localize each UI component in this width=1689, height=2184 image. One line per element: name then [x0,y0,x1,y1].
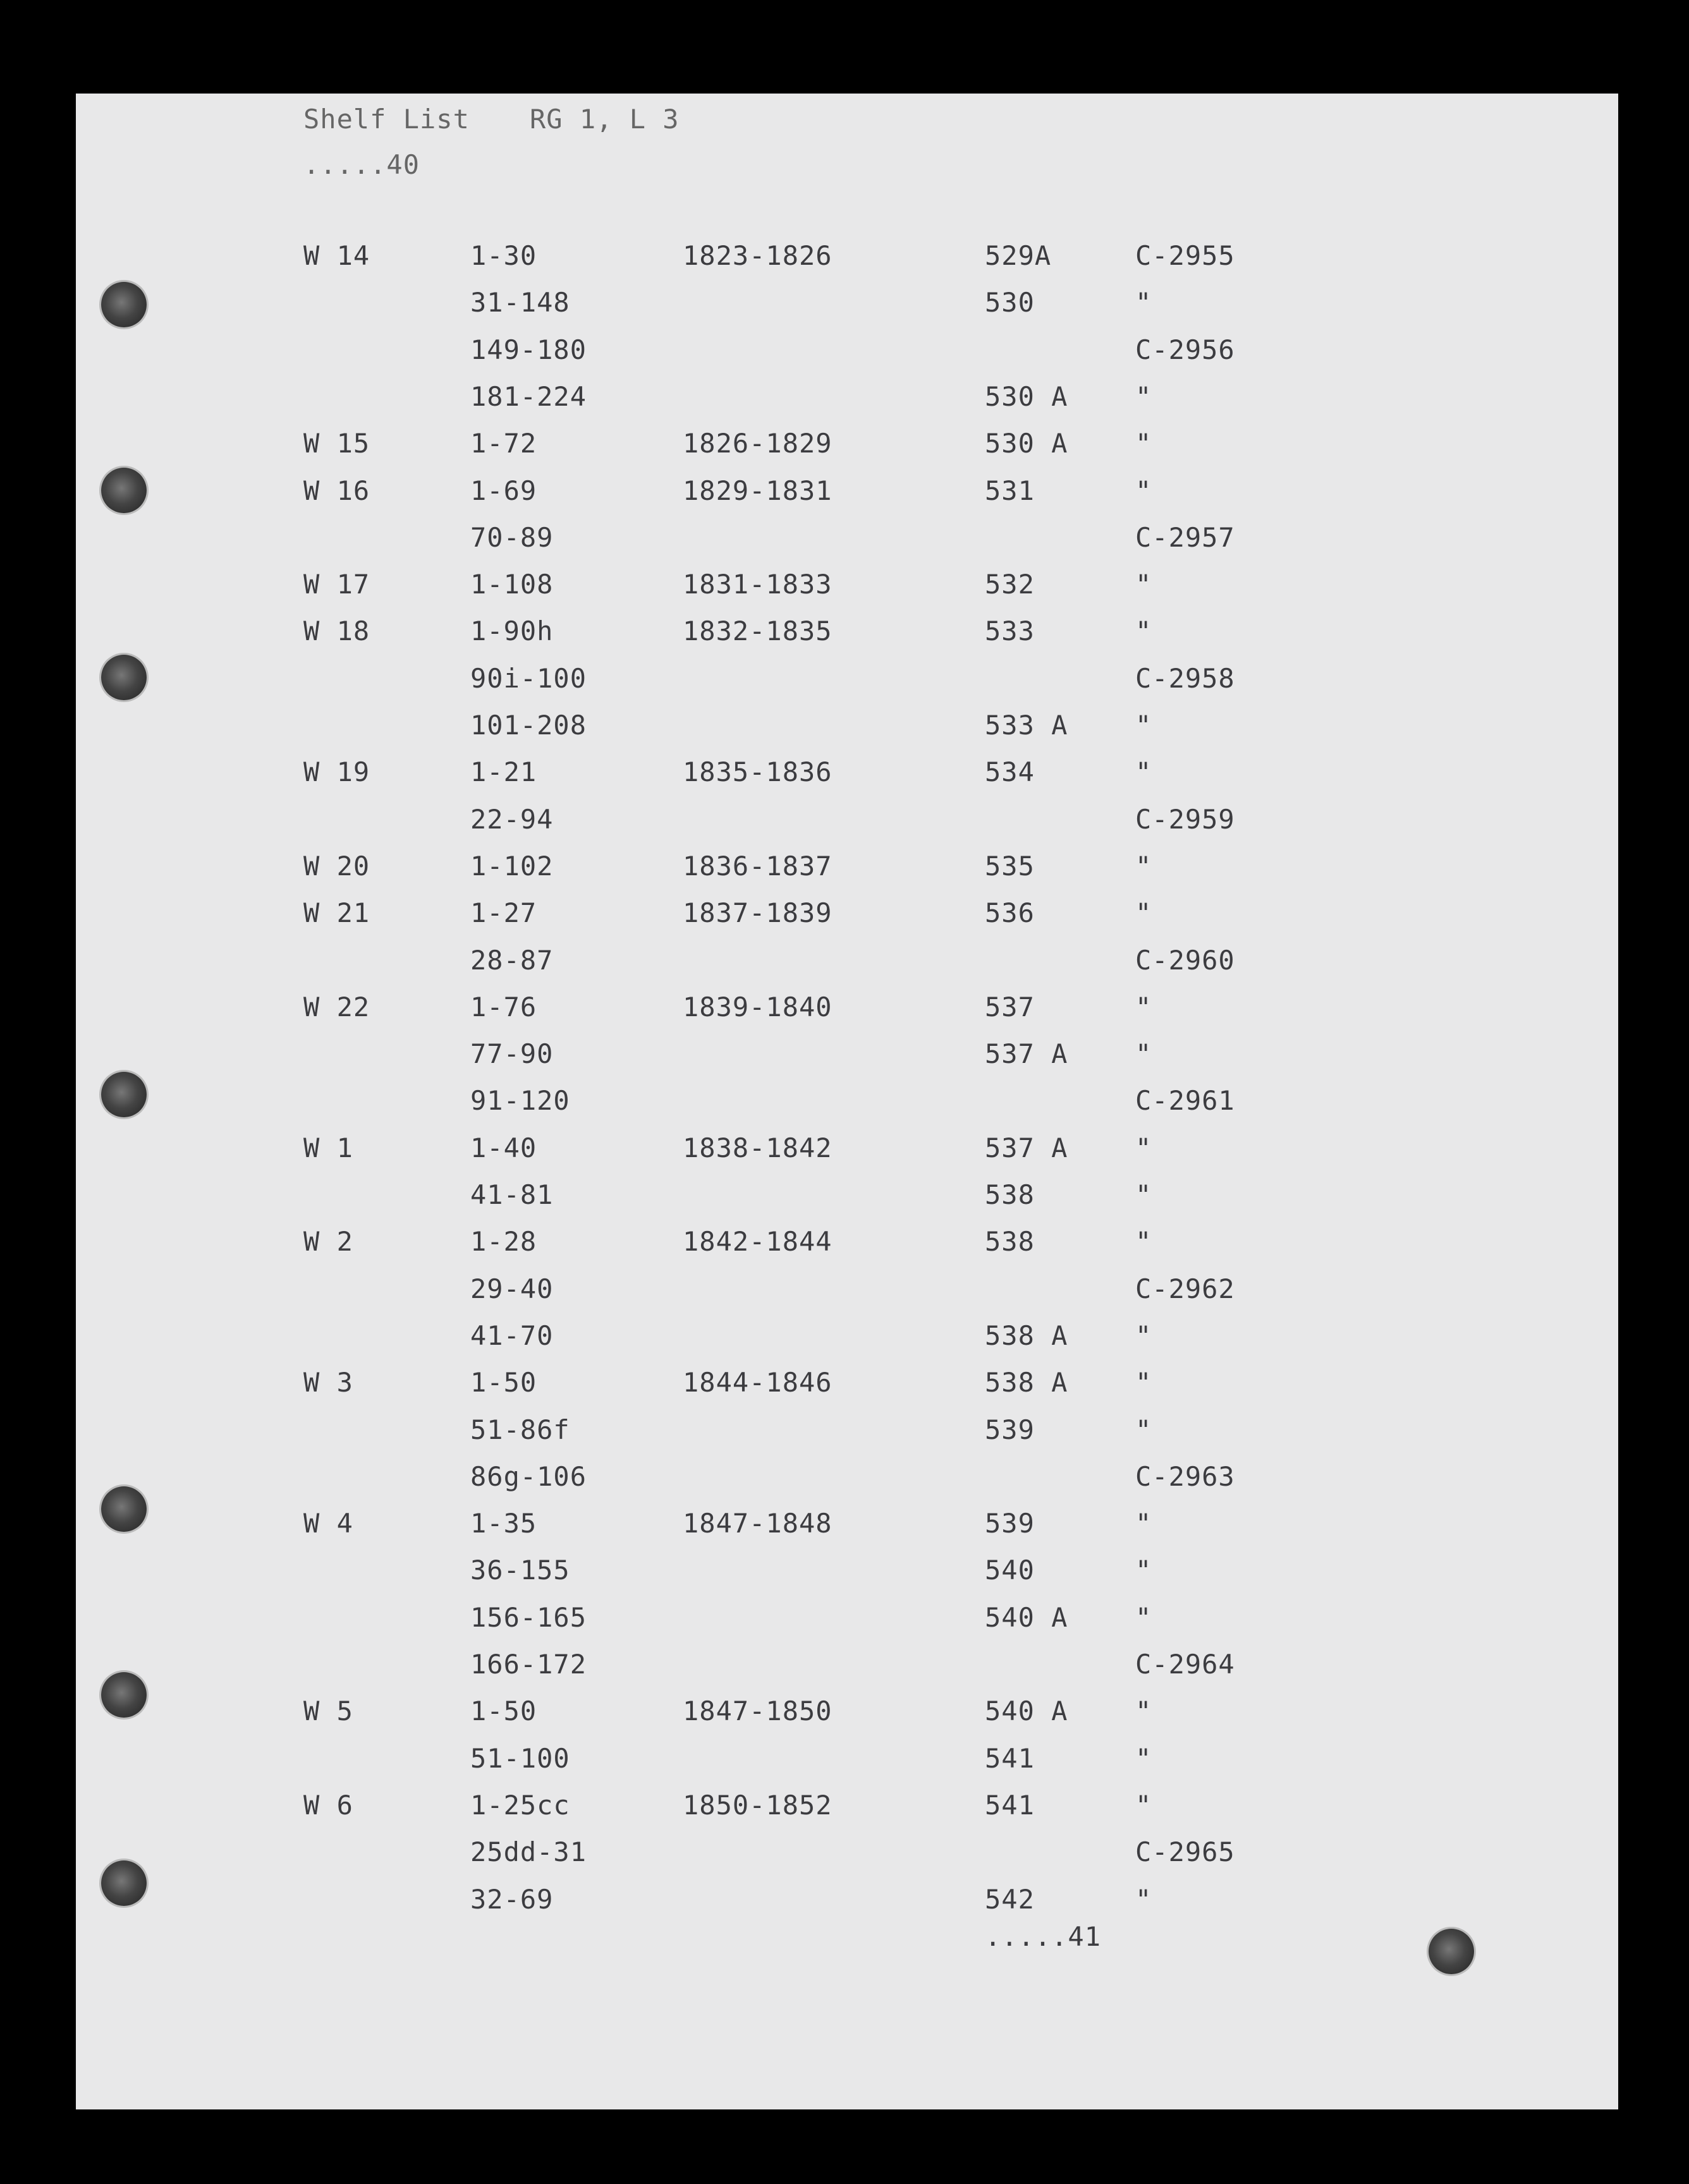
microfilm-reel: " [1135,1508,1152,1539]
microfilm-reel: C-2964 [1135,1649,1235,1680]
shelf-list-title: Shelf List [303,104,470,135]
item-range: 1-72 [470,428,537,459]
item-range: 1-27 [470,897,537,928]
volume-number: 540 [985,1555,1035,1586]
item-range: 77-90 [470,1038,554,1069]
binder-hole [101,1072,147,1117]
date-range: 1850-1852 [683,1790,832,1821]
item-range: 1-76 [470,992,537,1022]
item-range: 1-69 [470,475,537,506]
microfilm-reel: C-2955 [1135,240,1235,271]
item-range: 41-81 [470,1179,554,1210]
date-range: 1836-1837 [683,851,832,882]
binder-hole [101,1860,147,1906]
microfilm-reel: C-2960 [1135,945,1235,976]
date-range: 1838-1842 [683,1132,832,1163]
microfilm-reel: C-2961 [1135,1085,1235,1116]
microfilm-reel: " [1135,1226,1152,1257]
w-series: W 3 [303,1367,353,1398]
microfilm-reel: " [1135,1320,1152,1351]
date-range: 1842-1844 [683,1226,832,1257]
microfilm-reel: " [1135,1132,1152,1163]
microfilm-reel: " [1135,1179,1152,1210]
volume-number: 537 A [985,1132,1068,1163]
microfilm-reel: C-2957 [1135,522,1235,553]
volume-number: 531 [985,475,1035,506]
binder-hole [101,1672,147,1718]
w-series: W 1 [303,1132,353,1163]
microfilm-reel: " [1135,1414,1152,1445]
volume-number: 533 [985,616,1035,646]
binder-hole [101,282,147,327]
item-range: 149-180 [470,334,587,365]
item-range: 1-90h [470,616,554,646]
volume-number: 530 A [985,381,1068,412]
volume-number: 538 A [985,1367,1068,1398]
volume-number: 542 [985,1884,1035,1915]
item-range: 22-94 [470,804,554,835]
volume-number: 532 [985,569,1035,600]
date-range: 1829-1831 [683,475,832,506]
date-range: 1826-1829 [683,428,832,459]
volume-number: 534 [985,756,1035,787]
microfilm-reel: " [1135,897,1152,928]
microfilm-reel: " [1135,428,1152,459]
item-range: 51-86f [470,1414,570,1445]
item-range: 41-70 [470,1320,554,1351]
w-series: W 15 [303,428,370,459]
binder-hole [101,1486,147,1532]
microfilm-reel: " [1135,851,1152,882]
item-range: 90i-100 [470,663,587,694]
w-series: W 2 [303,1226,353,1257]
date-range: 1823-1826 [683,240,832,271]
item-range: 181-224 [470,381,587,412]
volume-number: 536 [985,897,1035,928]
item-range: 156-165 [470,1602,587,1633]
microfilm-reel: " [1135,1602,1152,1633]
date-range: 1844-1846 [683,1367,832,1398]
volume-number: 539 [985,1414,1035,1445]
w-series: W 19 [303,756,370,787]
item-range: 31-148 [470,287,570,318]
microfilm-reel: C-2962 [1135,1273,1235,1304]
microfilm-reel: " [1135,1743,1152,1774]
item-range: 1-35 [470,1508,537,1539]
volume-number: 541 [985,1790,1035,1821]
microfilm-reel: " [1135,756,1152,787]
document-page [76,94,1618,2109]
item-range: 29-40 [470,1273,554,1304]
microfilm-reel: " [1135,381,1152,412]
binder-hole [1429,1929,1474,1974]
item-range: 1-40 [470,1132,537,1163]
w-series: W 21 [303,897,370,928]
microfilm-reel: C-2963 [1135,1461,1235,1492]
date-range: 1847-1848 [683,1508,832,1539]
item-range: 36-155 [470,1555,570,1586]
item-range: 91-120 [470,1085,570,1116]
binder-hole [101,655,147,700]
item-range: 25dd-31 [470,1836,587,1867]
item-range: 28-87 [470,945,554,976]
microfilm-reel: C-2965 [1135,1836,1235,1867]
volume-number: 533 A [985,710,1068,741]
volume-number: 540 A [985,1696,1068,1726]
volume-number: 540 A [985,1602,1068,1633]
volume-number: 539 [985,1508,1035,1539]
w-series: W 22 [303,992,370,1022]
date-range: 1835-1836 [683,756,832,787]
w-series: W 20 [303,851,370,882]
microfilm-reel: C-2956 [1135,334,1235,365]
date-range: 1832-1835 [683,616,832,646]
next-page-ref: .....41 [985,1921,1102,1952]
item-range: 1-108 [470,569,554,600]
item-range: 1-28 [470,1226,537,1257]
microfilm-reel: C-2958 [1135,663,1235,694]
microfilm-reel: " [1135,1884,1152,1915]
w-series: W 18 [303,616,370,646]
item-range: 32-69 [470,1884,554,1915]
item-range: 101-208 [470,710,587,741]
item-range: 1-102 [470,851,554,882]
microfilm-reel: " [1135,1367,1152,1398]
w-series: W 17 [303,569,370,600]
volume-number: 530 [985,287,1035,318]
microfilm-reel: " [1135,287,1152,318]
volume-number: 530 A [985,428,1068,459]
microfilm-reel: " [1135,475,1152,506]
date-range: 1847-1850 [683,1696,832,1726]
volume-number: 538 [985,1226,1035,1257]
item-range: 51-100 [470,1743,570,1774]
microfilm-reel: C-2959 [1135,804,1235,835]
volume-number: 538 A [985,1320,1068,1351]
microfilm-reel: " [1135,710,1152,741]
volume-number: 537 [985,992,1035,1022]
microfilm-reel: " [1135,1790,1152,1821]
previous-page-ref: .....40 [303,149,420,180]
w-series: W 4 [303,1508,353,1539]
item-range: 86g-106 [470,1461,587,1492]
volume-number: 538 [985,1179,1035,1210]
w-series: W 14 [303,240,370,271]
item-range: 70-89 [470,522,554,553]
record-group-ref: RG 1, L 3 [530,104,680,135]
microfilm-reel: " [1135,1038,1152,1069]
date-range: 1837-1839 [683,897,832,928]
w-series: W 5 [303,1696,353,1726]
item-range: 1-50 [470,1696,537,1726]
date-range: 1831-1833 [683,569,832,600]
volume-number: 541 [985,1743,1035,1774]
binder-hole [101,468,147,513]
volume-number: 535 [985,851,1035,882]
w-series: W 6 [303,1790,353,1821]
microfilm-reel: " [1135,1555,1152,1586]
date-range: 1839-1840 [683,992,832,1022]
microfilm-reel: " [1135,616,1152,646]
item-range: 1-25cc [470,1790,570,1821]
item-range: 166-172 [470,1649,587,1680]
item-range: 1-50 [470,1367,537,1398]
microfilm-reel: " [1135,992,1152,1022]
w-series: W 16 [303,475,370,506]
microfilm-reel: " [1135,569,1152,600]
item-range: 1-30 [470,240,537,271]
volume-number: 537 A [985,1038,1068,1069]
volume-number: 529A [985,240,1052,271]
microfilm-reel: " [1135,1696,1152,1726]
item-range: 1-21 [470,756,537,787]
